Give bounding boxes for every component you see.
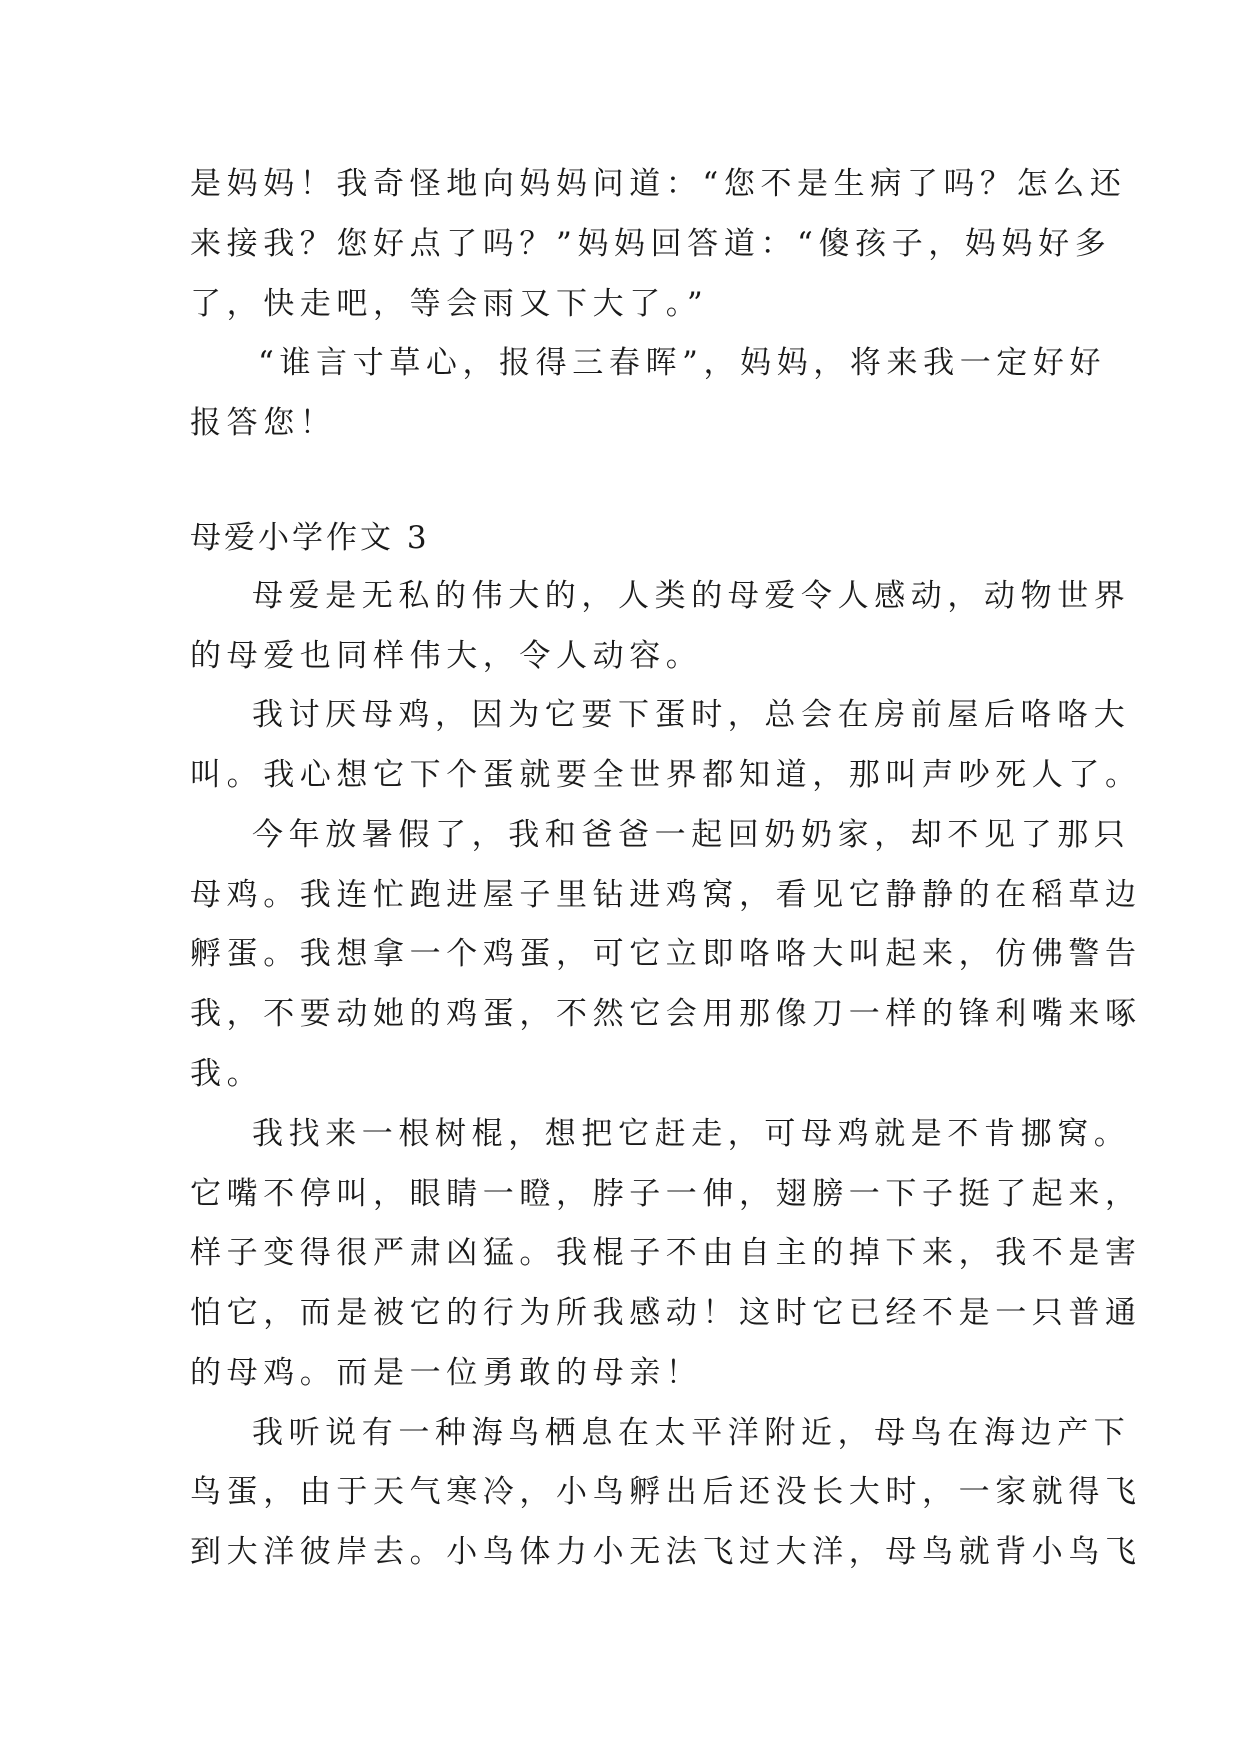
text-line: 怕它，而是被它的行为所我感动！这时它已经不是一只普通 xyxy=(190,1295,1142,1331)
text-line: 我讨厌母鸡，因为它要下蛋时，总会在房前屋后咯咯大 xyxy=(252,697,1131,733)
text-line: 母鸡。我连忙跑进屋子里钻进鸡窝，看见它静静的在稻草边 xyxy=(190,877,1142,913)
text-line: 的母鸡。而是一位勇敢的母亲！ xyxy=(190,1355,703,1391)
text-line: 我听说有一种海鸟栖息在太平洋附近，母鸟在海边产下 xyxy=(252,1415,1131,1451)
text-line: 样子变得很严肃凶猛。我棍子不由自主的掉下来，我不是害 xyxy=(190,1235,1142,1271)
text-line: “谁言寸草心，报得三春晖”，妈妈，将来我一定好好 xyxy=(258,345,1107,381)
text-line: 叫。我心想它下个蛋就要全世界都知道，那叫声吵死人了。 xyxy=(190,757,1142,793)
text-line: 报答您！ xyxy=(190,405,337,441)
text-line: 是妈妈！我奇怪地向妈妈问道：“您不是生病了吗？怎么还 xyxy=(190,166,1127,202)
text-line: 了，快走吧，等会雨又下大了。” xyxy=(190,286,709,322)
text-line: 今年放暑假了，我和爸爸一起回奶奶家，却不见了那只 xyxy=(252,817,1131,853)
text-line: 到大洋彼岸去。小鸟体力小无法飞过大洋，母鸟就背小鸟飞 xyxy=(190,1534,1142,1570)
text-line: 它嘴不停叫，眼睛一瞪，脖子一伸，翅膀一下子挺了起来， xyxy=(190,1176,1142,1212)
text-line: 孵蛋。我想拿一个鸡蛋，可它立即咯咯大叫起来，仿佛警告 xyxy=(190,936,1142,972)
text-line: 我找来一根树棍，想把它赶走，可母鸡就是不肯挪窝。 xyxy=(252,1116,1131,1152)
section-title: 母爱小学作文 3 xyxy=(190,520,430,556)
text-line: 母爱是无私的伟大的，人类的母爱令人感动，动物世界 xyxy=(252,578,1131,614)
text-line: 鸟蛋，由于天气寒冷，小鸟孵出后还没长大时，一家就得飞 xyxy=(190,1474,1142,1510)
text-line: 来接我？您好点了吗？”妈妈回答道：“傻孩子，妈妈好多 xyxy=(190,226,1112,262)
text-line: 的母爱也同样伟大，令人动容。 xyxy=(190,638,703,674)
text-line: 我，不要动她的鸡蛋，不然它会用那像刀一样的锋利嘴来啄 xyxy=(190,996,1142,1032)
text-line: 我。 xyxy=(190,1056,264,1092)
